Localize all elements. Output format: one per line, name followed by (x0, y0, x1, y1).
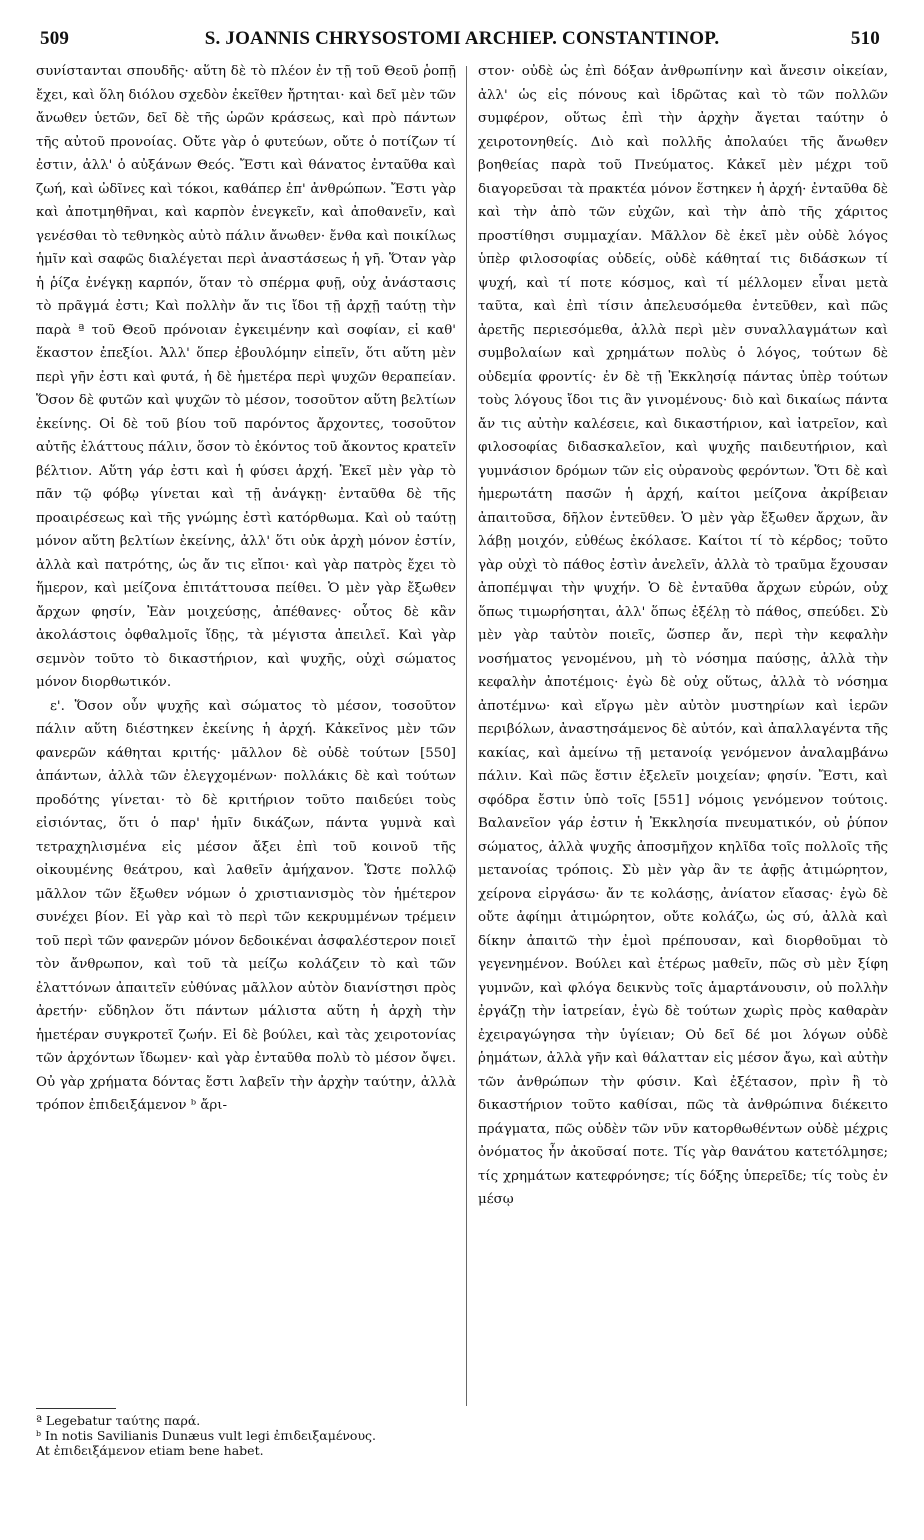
page-number-left: 509 (40, 28, 70, 49)
footnotes (36, 1413, 456, 1458)
footnote-b-continued: At ἐπιδειξάμενον etiam bene habet. (36, 1443, 264, 1458)
left-column (36, 60, 456, 1118)
footnote-rule (36, 1408, 116, 1409)
left-paragraph-1: συνίστανται σπουδῆς· αὕτη δὲ τὸ πλέον ἐν τῇ τοῦ Θεοῦ ῥοπῇ ἔχει, καὶ ὅλη διόλου σχεδὸν ἐκεῖθεν ἤρτηται· καὶ δεῖ μὲν τῶν ἄνωθεν ὑετῶν, δεῖ δὲ τῆς ὡρῶν κράσεως, καὶ πρὸ πάντων τῆς αὐτοῦ προνοίας. Οὔτε γὰρ ὁ φυτεύων, οὔτε ὁ ποτίζων τί ἐστιν, ἀλλ' ὁ αὐξάνων Θεός. Ἔστι καὶ θάνατος ἐνταῦθα καὶ ζωή, καὶ ὠδῖνες καὶ τόκοι, καθάπερ ἐπ' ἀνθρώπων. Ἔστι γὰρ καὶ ἀποτμηθῆναι, καὶ καρπὸν ἐνεγκεῖν, καὶ ἀποθανεῖν, καὶ γενέσθαι τὸ τεθνηκὸς αὐτὸ πάλιν ἄνωθεν· ἔνθα καὶ ποικίλως ἡμῖν καὶ σαφῶς διαλέγεται περὶ ἀναστάσεως ἡ γῆ. Ὅταν γὰρ ἡ ῥίζα ἐνέγκῃ καρπόν, ὅταν τὸ σπέρμα φυῇ, οὐχ ἀνάστασις τὸ πρᾶγμά ἐστι; Καὶ πολλὴν ἄν τις ἴδοι τῇ ἀρχῇ ταύτῃ τὴν παρὰ ª τοῦ Θεοῦ πρόνοιαν ἐγκειμένην καὶ σοφίαν, εἰ καθ' ἕκαστον ἐπεξίοι. Ἀλλ' ὅπερ ἐβουλόμην εἰπεῖν, ὅτι αὕτη μὲν περὶ γῆν ἐστι καὶ φυτά, ἡ δὲ ἡμετέρα περὶ ψυχῶν θεραπείαν. Ὅσον δὲ φυτῶν καὶ ψυχῶν τὸ μέσον, τοσοῦτον αὕτη βελτίων ἐκείνης. Οἱ δὲ τοῦ βίου τοῦ παρόντος ἄρχοντες, τοσοῦτον αὐτῆς ἐλάττους πάλιν, ὅσον τὸ ἑκόντος τοῦ ἄκοντος κρατεῖν βέλτιον. Αὕτη γάρ ἐστι καὶ ἡ φύσει ἀρχή. Ἐκεῖ μὲν γὰρ τὸ πᾶν τῷ φόβῳ γίνεται καὶ τῇ ἀνάγκῃ· ἐνταῦθα δὲ τῆς προαιρέσεως καὶ τῆς γνώμης ἐστὶ κατόρθωμα. Καὶ οὐ ταύτῃ μόνον αὕτη βελτίων ἐκείνης, ἀλλ' ὅτι οὐκ ἀρχὴ μόνον ἐστίν, ἀλλὰ καὶ πατρότης, ὡς ἄν τις εἴποι· καὶ γὰρ πατρὸς ἔχει τὸ ἥμερον, καὶ μείζονα ἐπιτάττουσα πείθει. Ὁ μὲν γὰρ ἔξωθεν ἄρχων φησίν, Ἐὰν μοιχεύσῃς, ἀπέθανες· οὗτος δὲ κἂν ἀκολάστοις ὀφθαλμοῖς ἴδῃς, τὰ μέγιστα ἀπειλεῖ. Καὶ γὰρ σεμνὸν τοῦτο τὸ δικαστήριον, καὶ ψυχῆς, οὐχὶ σώματος μόνον διορθωτικόν. (36, 64, 456, 690)
right-paragraph-1: στον· οὐδὲ ὡς ἐπὶ δόξαν ἀνθρωπίνην καὶ ἄνεσιν οἰκείαν, ἀλλ' ὡς εἰς πόνους καὶ ἱδρῶτας καὶ τὸ τῶν πολλῶν συμφέρον, οὕτως ἐπὶ τὴν ἀρχὴν ἄγεται ταύτην ὁ χειροτονηθείς. Διὸ καὶ πολλῆς ἀπολαύει τῆς ἄνωθεν βοηθείας παρὰ τοῦ Πνεύματος. Κἀκεῖ μὲν μέχρι τοῦ διαγορεῦσαι τὰ πρακτέα μόνον ἕστηκεν ἡ ἀρχή· ἐνταῦθα δὲ καὶ τὴν ἀπὸ τῶν εὐχῶν, καὶ τὴν ἀπὸ τῆς χάριτος προστίθησι συμμαχίαν. Μᾶλλον δὲ ἐκεῖ μὲν οὐδὲ λόγος ὑπὲρ φιλοσοφίας οὐδείς, οὐδὲ κάθηταί τις διδάσκων τί ψυχή, καὶ τί ποτε κόσμος, καὶ τί μέλλομεν εἶναι μετὰ ταῦτα, καὶ ἐπὶ τίσιν ἀπελευσόμεθα ἐντεῦθεν, καὶ πῶς ἀρετῆς περιεσόμεθα, ἀλλὰ περὶ μὲν συναλλαγμάτων καὶ συμβολαίων καὶ χρημάτων πολὺς ὁ λόγος, τούτων δὲ οὐδεμία φροντίς· ἐν δὲ τῇ Ἐκκλησίᾳ πάντας ὑπὲρ τούτων τοὺς λόγους ἴδοι τις ἂν γινομένους· διὸ καὶ δικαίως πάντα ἄν τις αὐτὴν καλέσειε, καὶ δικαστήριον, καὶ ἰατρεῖον, καὶ φιλοσοφίας διδασκαλεῖον, καὶ ψυχῆς παιδευτήριον, καὶ γυμνάσιον δρόμων τῶν εἰς οὐρανοὺς φερόντων. Ὅτι δὲ καὶ ἡμερωτάτη πασῶν ἡ ἀρχή, καίτοι μείζονα ἀκρίβειαν ἀπαιτοῦσα, δῆλον ἐντεῦθεν. Ὁ μὲν γὰρ ἔξωθεν ἄρχων, ἂν λάβῃ μοιχόν, εὐθέως ἐκόλασε. Καίτοι τί τὸ κέρδος; τοῦτο γὰρ οὐχὶ τὸ πάθος ἐστὶν ἀνελεῖν, ἀλλὰ τὸ τραῦμα ἔχουσαν ἀποπέμψαι τὴν ψυχήν. Ὁ δὲ ἐνταῦθα ἄρχων εὑρών, οὐχ ὅπως τιμωρήσηται, ἀλλ' ὅπως ἐξέλῃ τὸ πάθος, σπεύδει. Σὺ μὲν γὰρ ταὐτὸν ποιεῖς, ὥσπερ ἄν, περὶ τὴν κεφαλὴν νοσήματος γενομένου, μὴ τὸ νόσημα παύσῃς, ἀλλὰ τὴν κεφαλὴν ἀποτέμοις· ἐγὼ δὲ οὐχ οὕτως, ἀλλὰ τὸ νόσημα ἀποτέμνω· καὶ εἴργω μὲν αὐτὸν μυστηρίων καὶ ἱερῶν περιβόλων, ἀναστησάμενος δὲ αὐτόν, καὶ ἀπαλλαγέντα τῆς κακίας, καὶ ἀμείνω τῇ μετανοίᾳ γενόμενον ἀναλαμβάνω πάλιν. Καὶ πῶς ἔστιν ἐξελεῖν μοιχείαν; φησίν. Ἔστι, καὶ σφόδρα ἔστιν ὑπὸ τοῖς [551] νόμοις γενόμενον τούτοις. Βαλανεῖον γάρ ἐστιν ἡ Ἐκκλησία πνευματικόν, οὐ ῥύπον σώματος, ἀλλὰ ψυχῆς ἀποσμῆχον κηλῖδα τοῖς πολλοῖς τῆς μετανοίας τρόποις. Σὺ μὲν γὰρ ἂν τε ἀφῇς ἀτιμώρητον, χείρονα εἰργάσω· ἄν τε κολάσῃς, ἀνίατον εἴασας· ἐγὼ δὲ οὔτε ἀφίημι ἀτιμώρητον, οὔτε κολάζω, ὡς σύ, ἀλλὰ καὶ δίκην ἀπαιτῶ τὴν ἐμοὶ πρέπουσαν, καὶ διορθοῦμαι τὸ γεγενημένον. Βούλει καὶ ἑτέρως μαθεῖν, πῶς σὺ μὲν ξίφη γυμνῶν, καὶ φλόγα δεικνὺς τοῖς ἁμαρτάνουσιν, οὐ πολλὴν ἐργάζῃ τὴν ἰατρείαν, ἐγὼ δὲ τούτων χωρὶς πρὸς καθαρὰν ἐχειραγώγησα τὴν ὑγίειαν; Οὐ δεῖ δέ μοι λόγων οὐδὲ ῥημάτων, ἀλλὰ γῆν καὶ θάλατταν εἰς μέσον ἄγω, καὶ αὐτὴν τῶν ἀνθρώπων τὴν φύσιν. Καὶ ἐξέτασον, πρὶν ἢ τὸ δικαστήριον τοῦτο καθίσαι, πῶς τὰ ἀνθρώπινα διέκειτο πράγματα, πῶς οὐδὲν τῶν νῦν κατορθωθέντων οὐδὲ μέχρις ὀνόματος ἦν ἀκοῦσαί ποτε. Τίς γὰρ θανάτου κατετόλμησε; τίς χρημάτων κατεφρόνησε; τίς δόξης ὑπερεῖδε; τίς τοὺς ἐν μέσῳ (478, 64, 888, 1207)
left-paragraph-2: ε'. Ὅσον οὖν ψυχῆς καὶ σώματος τὸ μέσον, τοσοῦτον πάλιν αὕτη διέστηκεν ἐκείνης ἡ ἀρχή. Κἀκεῖνος μὲν τῶν φανερῶν κάθηται κριτής· μᾶλλον δὲ οὐδὲ τούτων [550] ἁπάντων, ἀλλὰ τῶν ἐλεγχομένων· πολλάκις δὲ καὶ τούτων προδότης γίνεται· τὸ δὲ κριτήριον τοῦτο παιδεύει τοὺς εἰσιόντας, ὅτι ὁ παρ' ἡμῖν δικάζων, πάντα γυμνὰ καὶ τετραχηλισμένα εἰς μέσον ἄξει ἐπὶ τοῦ κοινοῦ τῆς οἰκουμένης θεάτρου, καὶ λαθεῖν ἀμήχανον. Ὥστε πολλῷ μᾶλλον τῶν ἔξωθεν νόμων ὁ χριστιανισμὸς τὸν ἡμέτερον συνέχει βίον. Εἰ γὰρ καὶ τὸ περὶ τῶν κεκρυμμένων τρέμειν τοῦ περὶ τῶν φανερῶν μόνον δεδοικέναι ἀσφαλέστερον ποιεῖ τὸν ἄνθρωπον, καὶ τοῦ τὰ μείζω κολάζειν τὸ καὶ τῶν ἐλαττόνων ἀπαιτεῖν εὐθύνας μᾶλλον αὐτὸν διανίστησι πρὸς ἀρετήν· εὔδηλον ὅτι πάντων μάλιστα αὕτη ἡ ἀρχὴ τὴν ἡμετέραν συγκροτεῖ ζωήν. Εἰ δὲ βούλει, καὶ τὰς χειροτονίας τῶν ἀρχόντων ἴδωμεν· καὶ γὰρ ἐνταῦθα πολὺ τὸ μέσον ὄψει. Οὐ γὰρ χρήματα δόντας ἔστι λαβεῖν τὴν ἀρχὴν ταύτην, ἀλλὰ τρόπον ἐπιδειξάμενον ᵇ ἄρι- (36, 698, 456, 1113)
right-column (478, 60, 888, 1212)
running-header (34, 28, 890, 54)
running-title: S. JOANNIS CHRYSOSTOMI ARCHIEP. CONSTANTINOP. (204, 28, 720, 49)
footnote-a: ª Legebatur ταύτης παρά. (36, 1413, 201, 1428)
page-number-right: 510 (850, 28, 880, 49)
footnote-b: ᵇ In notis Savilianis Dunæus vult legi ἐπιδειξαμένους. (36, 1428, 377, 1443)
column-divider (466, 66, 467, 1406)
